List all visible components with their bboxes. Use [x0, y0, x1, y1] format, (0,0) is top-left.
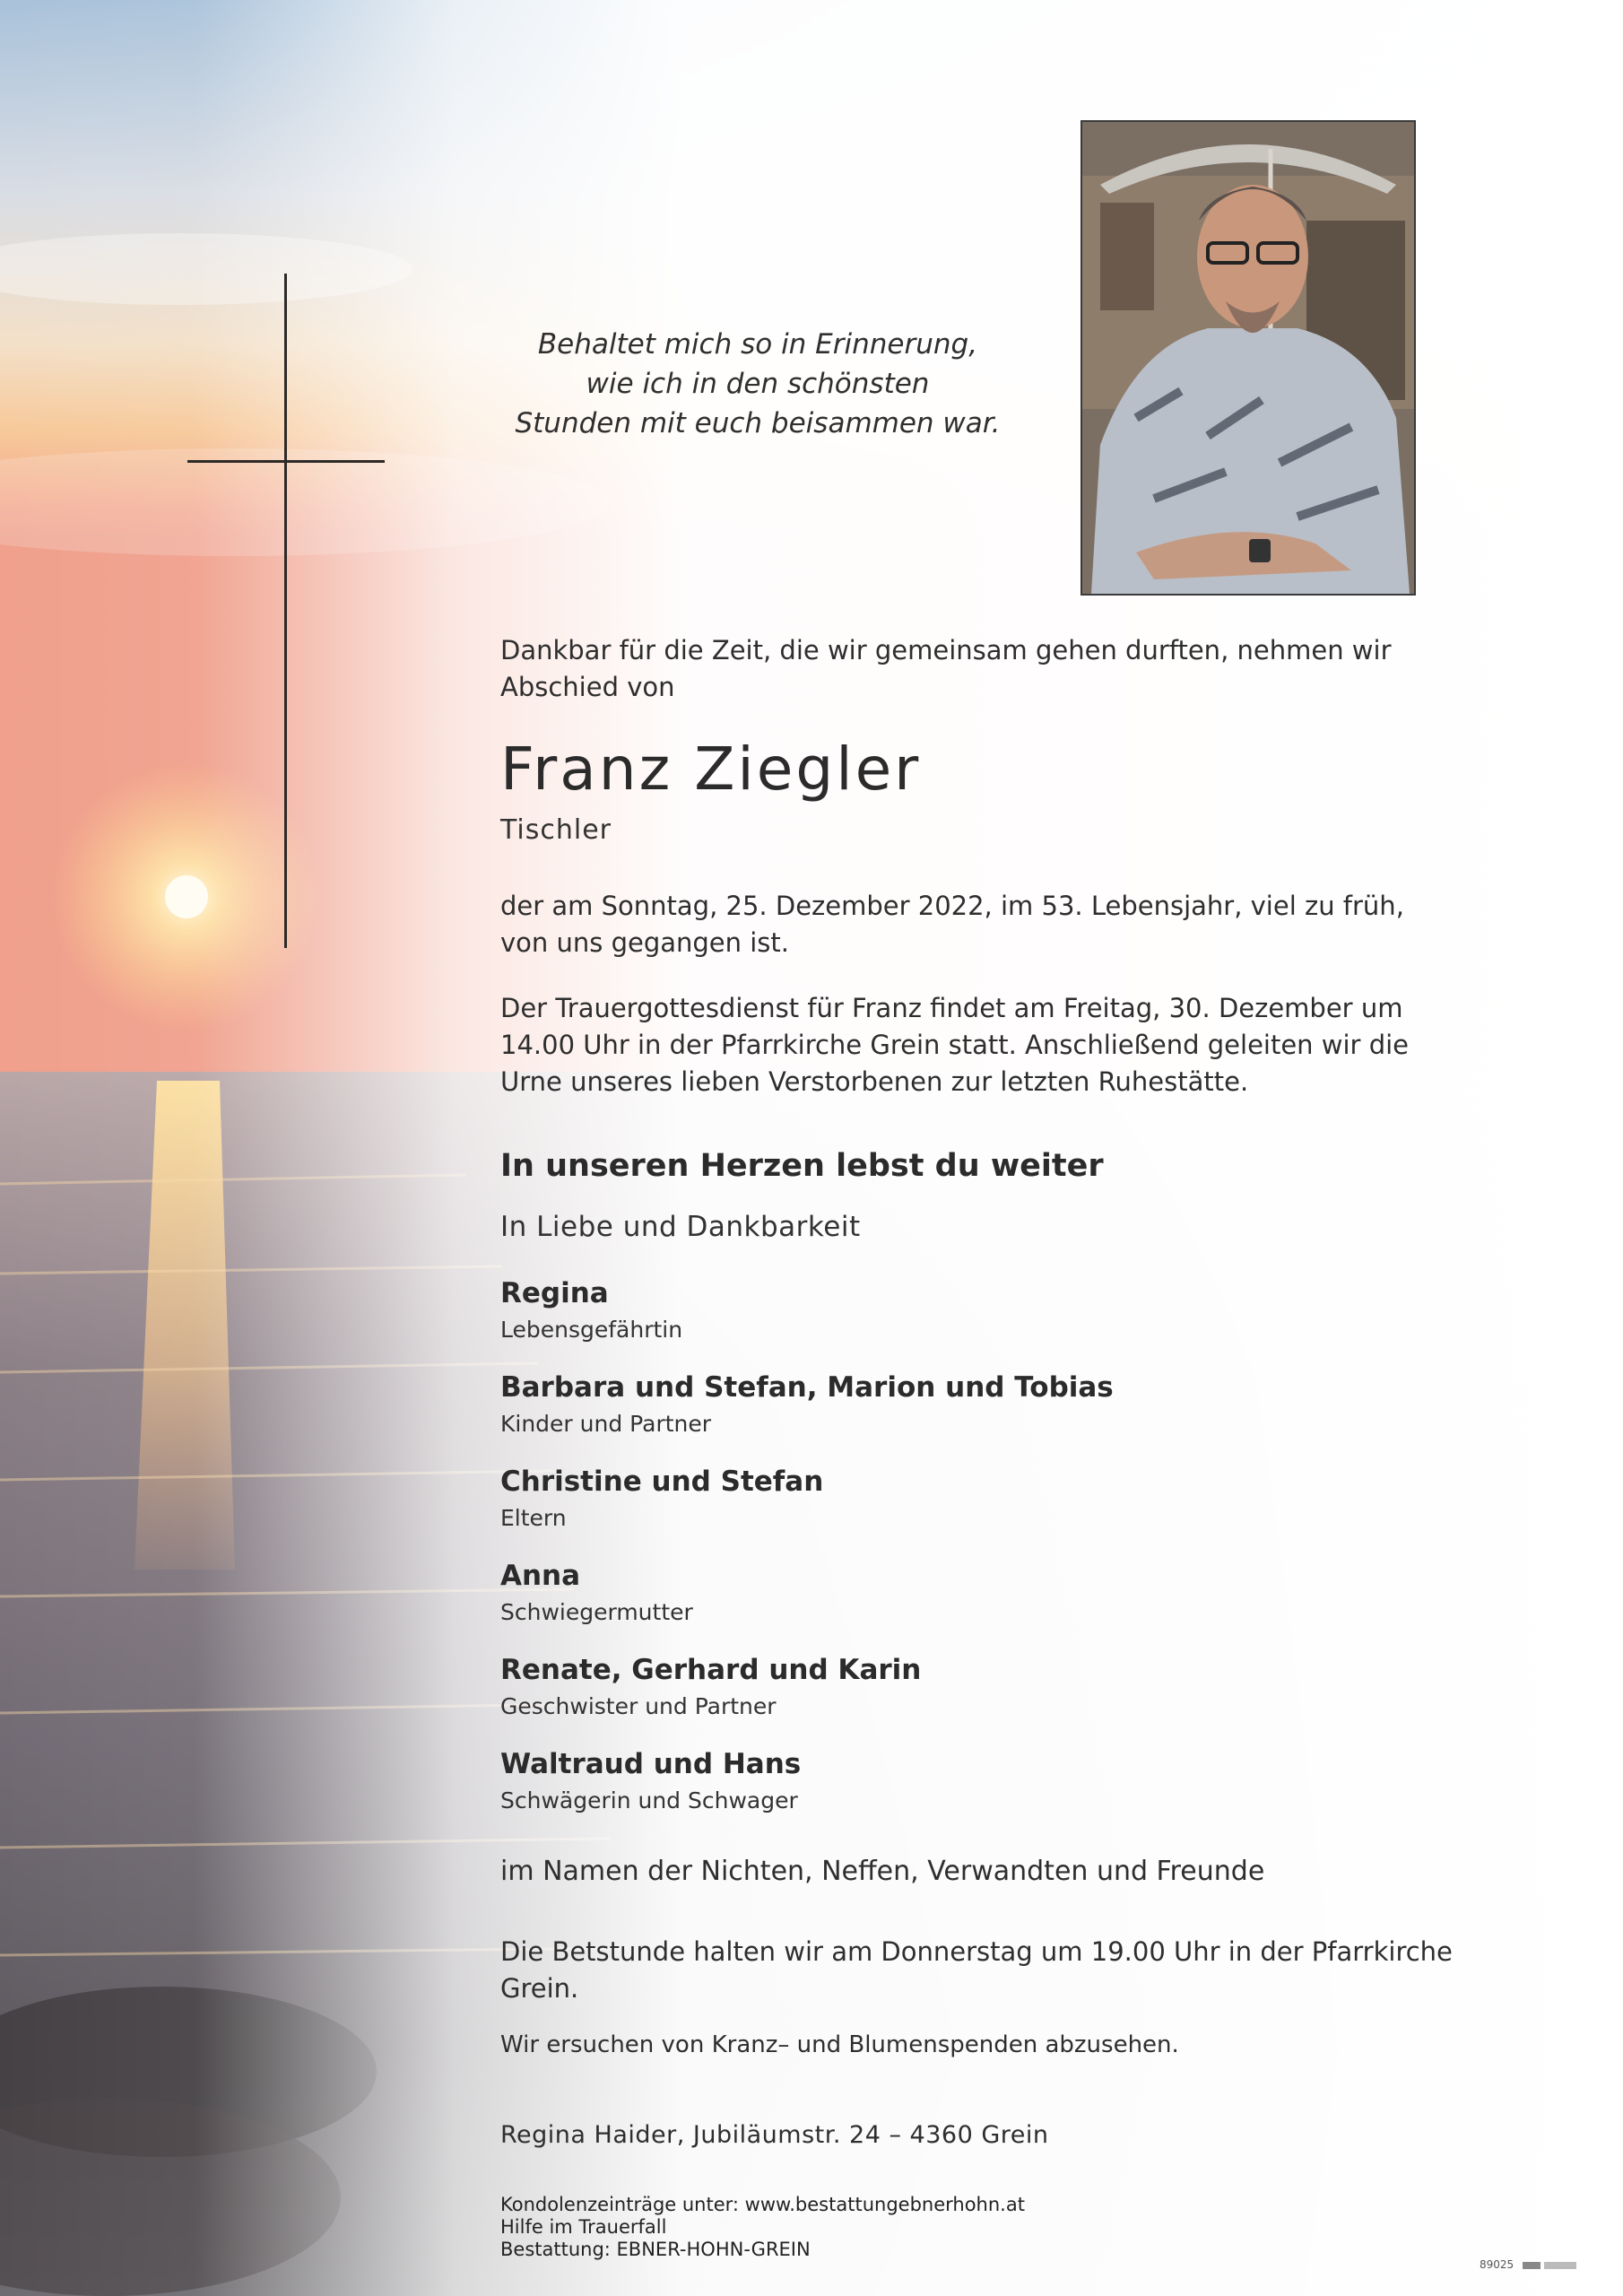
print-code-number: 89025	[1480, 2258, 1515, 2271]
intro-line: Dankbar für die Zeit, die wir gemeinsam gehen durften, nehmen wir	[500, 635, 1392, 665]
mourner-name: Regina	[500, 1277, 609, 1309]
footer-line: Hilfe im Trauerfall	[500, 2216, 667, 2238]
deceased-occupation: Tischler	[500, 814, 612, 846]
memorial-quote	[484, 325, 1031, 443]
mourner-relation: Eltern	[500, 1505, 567, 1531]
cross-horizontal-bar	[187, 460, 385, 463]
portrait-photo-illustration	[1082, 122, 1414, 594]
death-notice-line: von uns gegangen ist.	[500, 927, 790, 958]
intro-text	[500, 632, 1523, 706]
printer-logo	[1523, 2262, 1576, 2269]
prayer-hour-text: Die Betstunde halten wir am Donnerstag um 19.00 Uhr in der Pfarrkirche Grein.	[500, 1936, 1453, 2004]
mourner-entry	[500, 1371, 1523, 1437]
portrait-photo	[1081, 120, 1416, 596]
service-line: Der Trauergottesdienst für Franz findet am Freitag, 30. Dezember um	[500, 993, 1403, 1023]
mourner-entry	[500, 1560, 1523, 1625]
quote-line: wie ich in den schönsten	[586, 368, 930, 400]
death-notice-line: der am Sonntag, 25. Dezember 2022, im 53. Lebensjahr, viel zu früh,	[500, 891, 1404, 921]
mourner-name: Barbara und Stefan, Marion und Tobias	[500, 1371, 1114, 1404]
mourner-entry	[500, 1654, 1523, 1719]
service-line: Urne unseres lieben Verstorbenen zur letzten Ruhestätte.	[500, 1066, 1249, 1097]
cross-vertical-bar	[284, 274, 287, 948]
print-code	[1480, 2258, 1576, 2271]
mourner-entry	[500, 1748, 1523, 1813]
funeral-home-footer	[500, 2194, 1523, 2261]
donation-note: Wir ersuchen von Kranz– und Blumenspenden abzusehen.	[500, 2031, 1179, 2058]
mourner-name: Anna	[500, 1560, 581, 1592]
mourner-entry	[500, 1465, 1523, 1531]
mourner-name: Renate, Gerhard und Karin	[500, 1654, 922, 1686]
deceased-name: Franz Ziegler	[500, 735, 922, 804]
thanks-line: In Liebe und Dankbarkeit	[500, 1211, 861, 1243]
mourner-relation: Kinder und Partner	[500, 1411, 712, 1437]
footer-line: Bestattung: EBNER-HOHN-GREIN	[500, 2239, 811, 2260]
family-line: im Namen der Nichten, Neffen, Verwandten und Freunde	[500, 1856, 1265, 1887]
mourner-name: Christine und Stefan	[500, 1465, 824, 1498]
footer-line: Kondolenzeinträge unter: www.bestattungebnerhohn.at	[500, 2194, 1025, 2215]
service-line: 14.00 Uhr in der Pfarrkirche Grein statt. Anschließend geleiten wir die	[500, 1030, 1410, 1060]
quote-line: Behaltet mich so in Erinnerung,	[537, 328, 978, 361]
motto-heading: In unseren Herzen lebst du weiter	[500, 1148, 1104, 1184]
mourner-relation: Lebensgefährtin	[500, 1317, 683, 1343]
contact-address: Regina Haider, Jubiläumstr. 24 – 4360 Grein	[500, 2121, 1049, 2149]
intro-line: Abschied von	[500, 672, 675, 702]
quote-line: Stunden mit euch beisammen war.	[515, 407, 1001, 439]
death-notice	[500, 888, 1523, 961]
mourner-relation: Schwägerin und Schwager	[500, 1787, 798, 1813]
mourner-entry	[500, 1277, 1523, 1343]
mourner-name: Waltraud und Hans	[500, 1748, 802, 1780]
mourner-relation: Geschwister und Partner	[500, 1693, 777, 1719]
funeral-service-text	[500, 990, 1523, 1100]
mourner-relation: Schwiegermutter	[500, 1599, 693, 1625]
